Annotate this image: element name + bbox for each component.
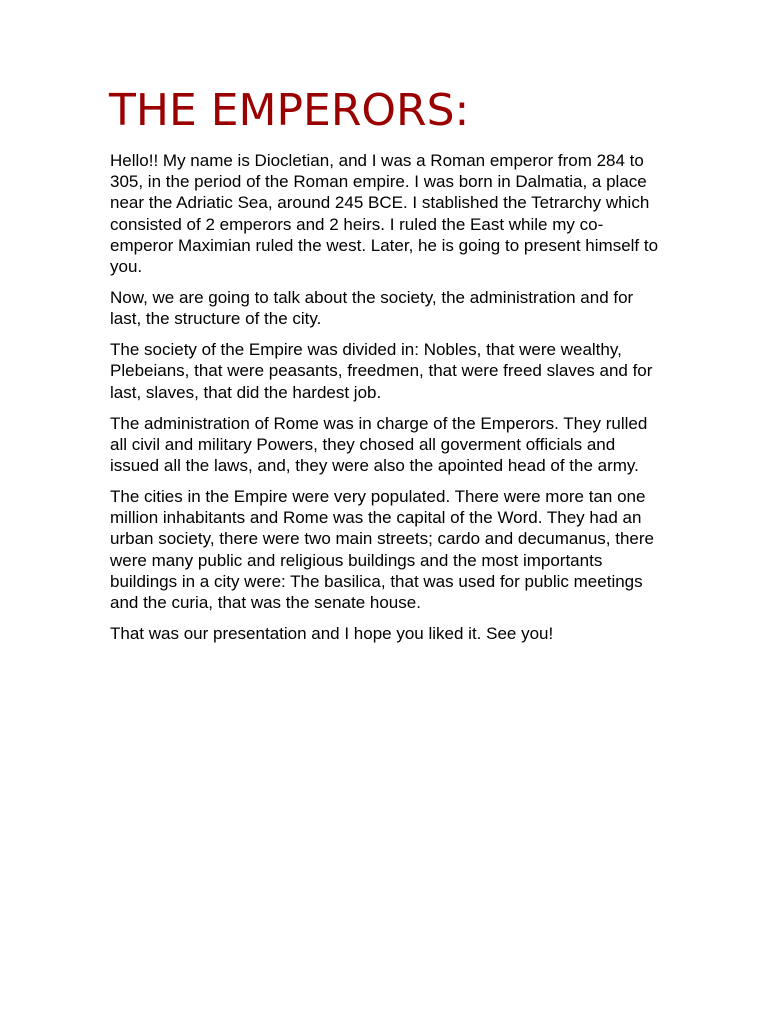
paragraph-introduction: Hello!! My name is Diocletian, and I was a Roman emperor from 284 to 305, in the period of the Roman empire. I was born in Dalmatia, a place near the Adriatic Sea, around 245 BCE. I stablished the Tetrarchy which consisted of 2 emperors and 2 heirs. I ruled the East while my co-emperor Maximian ruled the west. Later, he is going to present himself to you. (110, 151, 659, 277)
paragraph-closing: That was our presentation and I hope you liked it. See you! (110, 624, 554, 644)
document-title: THE EMPERORS: (109, 85, 470, 136)
document-body (110, 150, 662, 654)
paragraph-topics: Now, we are going to talk about the society, the administration and for last, the structure of the city. (110, 288, 634, 329)
paragraph-administration: The administration of Rome was in charge of the Emperors. They rulled all civil and military Powers, they chosed all goverment officials and issued all the laws, and, they were also the apointed head of the army. (110, 413, 648, 476)
paragraph-society: The society of the Empire was divided in: Nobles, that were wealthy, Plebeians, that were peasants, freedmen, that were freed slaves and for last, slaves, that did the hardest job. (110, 340, 653, 402)
paragraph-cities: The cities in the Empire were very populated. There were more tan one million inhabitants and Rome was the capital of the Word. They had an urban society, there were two main streets; cardo and decumanus, there were many public and religious buildings and the most importants buildings in a city were: The basilica, that was used for public meetings and the curia, that was the senate house. (110, 487, 654, 613)
